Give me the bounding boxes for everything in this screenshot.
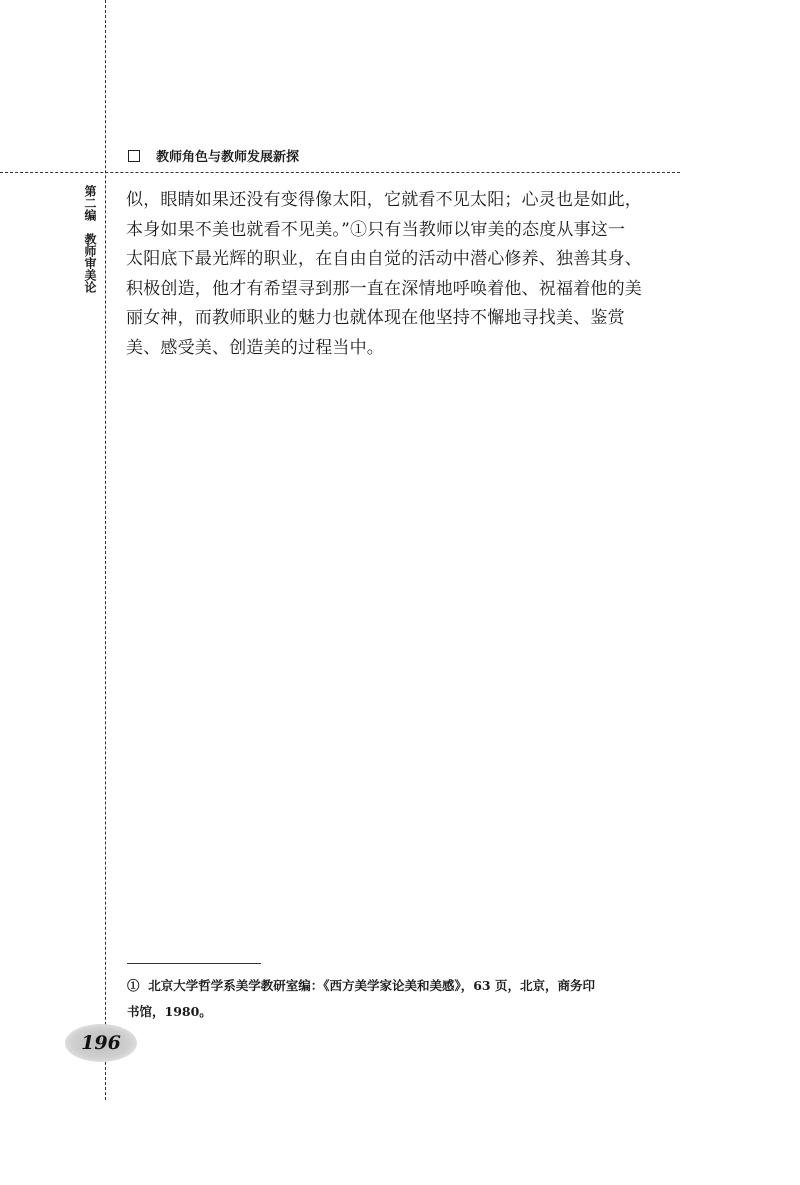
body-line: 似，眼睛如果还没有变得像太阳，它就看不见太阳；心灵也是如此， — [126, 190, 642, 210]
body-line: 丽女神，而教师职业的魅力也就体现在他坚持不懈地寻找美、鉴赏 — [126, 308, 625, 329]
horizontal-dashed-divider — [0, 172, 680, 173]
page-number-badge — [65, 1024, 137, 1062]
body-line: 美、感受美、创造美的过程当中。 — [126, 337, 384, 358]
body-paragraph — [126, 186, 686, 364]
footnote-line: ① 北京大学哲学系美学教研室编：《西方美学家论美和美感》，63 页，北京，商务印 — [127, 978, 595, 993]
header-title: 教师角色与教师发展新探 — [156, 150, 300, 165]
footnote-rule — [127, 963, 261, 964]
side-section-label — [82, 185, 98, 293]
side-part-label: 第二编 — [83, 185, 97, 221]
body-line: 太阳底下最光辉的职业，在自由自觉的活动中潜心修养、独善其身、 — [126, 249, 642, 270]
footnote — [127, 973, 687, 1025]
footnote-line: 书馆，1980。 — [127, 1004, 212, 1019]
page-number: 196 — [81, 1032, 121, 1054]
body-line: 本身如果不美也就看不见美。”①只有当教师以审美的态度从事这一 — [126, 219, 626, 240]
square-bullet-icon — [128, 150, 140, 162]
body-line: 积极创造，他才有希望寻到那一直在深情地呼唤着他、祝福着他的美 — [126, 278, 642, 299]
running-header — [128, 146, 299, 165]
vertical-dashed-divider — [105, 0, 106, 1100]
side-title-label: 教师审美论 — [83, 233, 97, 293]
